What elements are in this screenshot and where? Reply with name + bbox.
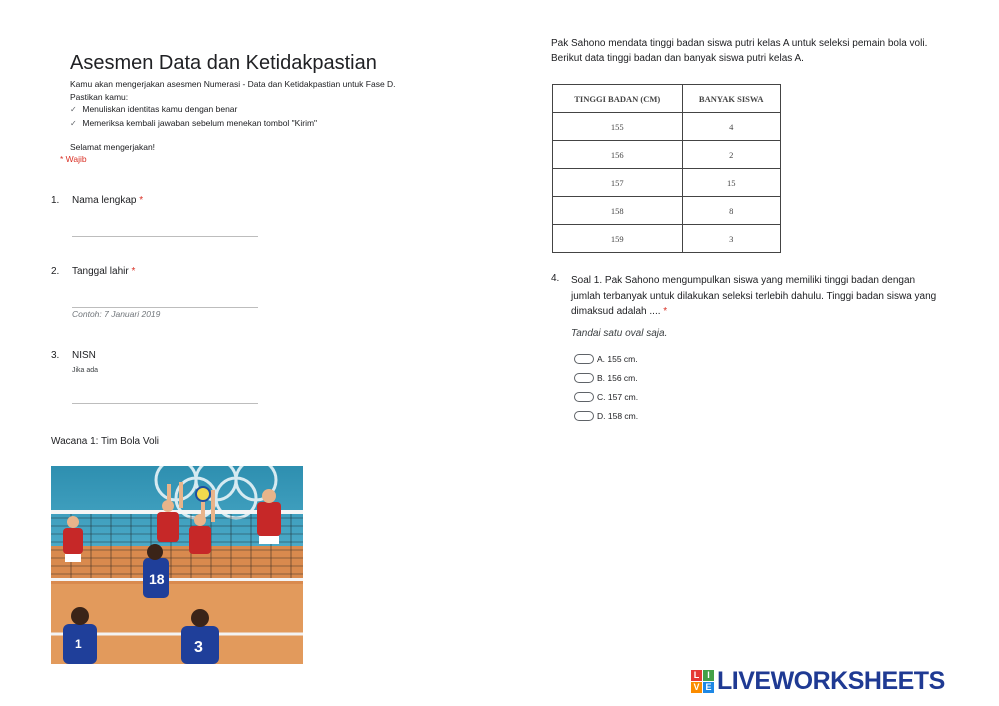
logo-letter-l: L — [691, 670, 702, 681]
logo-letter-v: V — [691, 682, 702, 693]
question-number: 1. — [51, 195, 60, 206]
question-4-text — [571, 273, 961, 320]
greeting: Selamat mengerjakan! — [70, 142, 156, 152]
question-label-name — [72, 195, 143, 206]
radio-oval[interactable] — [574, 411, 594, 421]
table-row — [553, 197, 781, 225]
table-row — [553, 225, 781, 253]
birthdate-input[interactable] — [72, 307, 258, 308]
required-mark: * — [139, 195, 144, 206]
option-label: D. 158 cm. — [597, 411, 639, 421]
nisn-hint: Jika ada — [72, 367, 99, 374]
checklist-text-1: Menuliskan identitas kamu dengan benar — [82, 104, 238, 114]
option-c[interactable] — [574, 391, 638, 403]
cell-height: 158 — [553, 197, 683, 225]
option-label: C. 157 cm. — [597, 392, 639, 402]
question-4-line-3-text: dimaksud adalah .... — [571, 306, 664, 317]
checklist-item-1 — [70, 103, 396, 117]
table-row — [553, 141, 781, 169]
option-label: B. 156 cm. — [597, 373, 638, 383]
header-count: BANYAK SISWA — [682, 85, 781, 113]
cell-height: 159 — [553, 225, 683, 253]
cell-count: 15 — [682, 169, 781, 197]
required-note: * Wajib — [60, 154, 87, 164]
cell-count: 3 — [682, 225, 781, 253]
question-4-line-2: jumlah terbanyak untuk dilakukan seleksi terlebih dahulu. Tinggi badan siswa yang — [571, 290, 937, 302]
question-text: Nama lengkap — [72, 195, 137, 206]
logo-letter-i: I — [703, 670, 714, 681]
height-table — [552, 84, 781, 253]
radio-oval[interactable] — [574, 354, 594, 364]
table-row — [553, 169, 781, 197]
cell-count: 4 — [682, 113, 781, 141]
description-line-1: Kamu akan mengerjakan asesmen Numerasi - Data dan Ketidakpastian untuk Fase D. — [70, 79, 396, 89]
intro-line-2: Berikut data tinggi badan dan banyak siswa putri kelas A. — [551, 53, 804, 64]
question-number: 2. — [51, 266, 60, 277]
question-number: 3. — [51, 350, 60, 361]
table-row — [553, 113, 781, 141]
cell-height: 157 — [553, 169, 683, 197]
option-a[interactable] — [574, 353, 638, 365]
svg-text:1: 1 — [75, 637, 82, 651]
question-4-line-1: Soal 1. Pak Sahono mengumpulkan siswa yang memiliki tinggi badan dengan — [571, 275, 916, 286]
logo-text: LIVEWORKSHEETS — [717, 666, 945, 695]
checklist-item-2 — [70, 117, 396, 131]
name-input[interactable] — [72, 236, 258, 237]
checklist-text-2: Memeriksa kembali jawaban sebelum menekan tombol "Kirim" — [82, 117, 318, 128]
required-mark: * — [131, 266, 136, 277]
checkmark-icon: ✓ — [70, 105, 77, 114]
form-title: Asesmen Data dan Ketidakpastian — [70, 52, 377, 74]
logo-icon — [691, 670, 714, 693]
question-text: Tanggal lahir — [72, 266, 129, 277]
checkmark-icon: ✓ — [70, 118, 77, 128]
svg-text:18: 18 — [149, 571, 165, 587]
radio-oval[interactable] — [574, 373, 594, 383]
required-mark: * — [663, 306, 668, 317]
form-description — [70, 78, 396, 130]
radio-oval[interactable] — [574, 392, 594, 402]
question-label-nisn: NISN — [72, 350, 96, 361]
question-4-instruction: Tandai satu oval saja. — [571, 328, 668, 339]
description-line-2: Pastikan kamu: — [70, 91, 129, 102]
question-4-line-3 — [571, 304, 961, 320]
option-d[interactable] — [574, 410, 638, 422]
option-b[interactable] — [574, 372, 638, 384]
table-header-row — [553, 85, 781, 113]
option-label: A. 155 cm. — [597, 354, 638, 364]
cell-count: 2 — [682, 141, 781, 169]
cell-count: 8 — [682, 197, 781, 225]
birthdate-example: Contoh: 7 Januari 2019 — [72, 309, 161, 319]
liveworksheets-logo — [691, 668, 945, 694]
volleyball-photo — [51, 466, 303, 664]
svg-text:3: 3 — [194, 639, 203, 656]
logo-letter-e: E — [703, 682, 714, 693]
header-height: TINGGI BADAN (CM) — [553, 85, 683, 113]
question-label-birthdate — [72, 266, 135, 277]
nisn-input[interactable] — [72, 403, 258, 404]
cell-height: 155 — [553, 113, 683, 141]
wacana-label: Wacana 1: Tim Bola Voli — [51, 436, 160, 447]
question-number: 4. — [551, 273, 560, 284]
intro-line-1: Pak Sahono mendata tinggi badan siswa putri kelas A untuk seleksi pemain bola voli. — [551, 38, 928, 49]
cell-height: 156 — [553, 141, 683, 169]
intro-text — [551, 36, 927, 66]
